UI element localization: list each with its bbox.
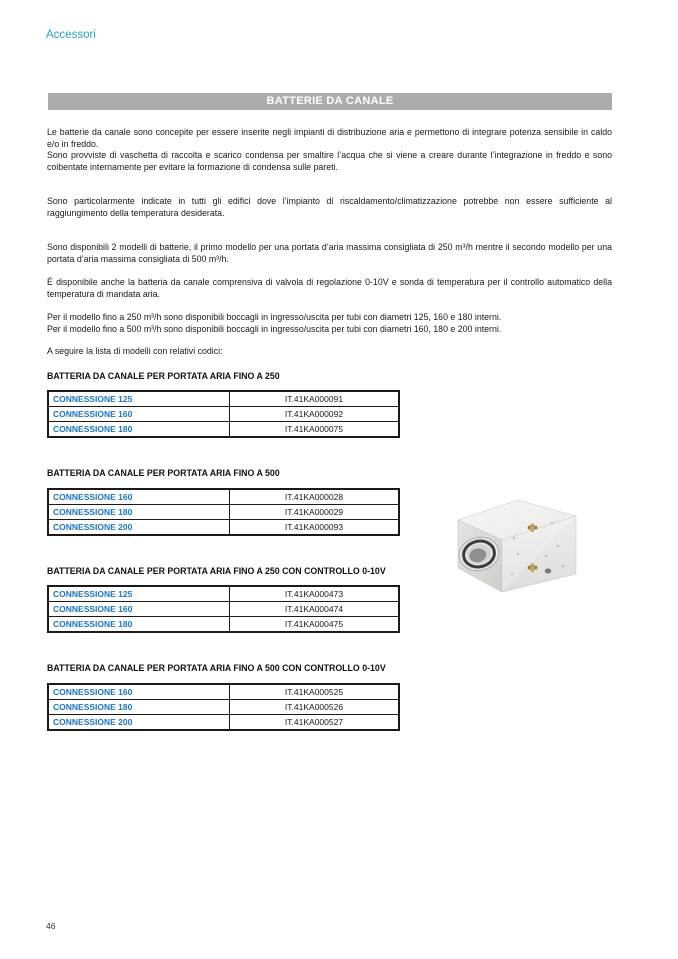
code-cell: IT.41KA000526 [230, 699, 400, 714]
table-row [48, 617, 399, 633]
table-row [48, 422, 399, 438]
spec-table [47, 390, 400, 438]
model-cell: CONNESSIONE 125 [48, 586, 230, 602]
spec-table [47, 683, 400, 731]
table-row [48, 391, 399, 407]
paragraph: A seguire la lista di modelli con relativi codici: [47, 346, 223, 356]
paragraph: Per il modello fino a 500 m³/h sono disponibili boccagli in ingresso/uscita per tubi con diametri 160, 180 e 200 interni. [47, 323, 502, 334]
model-cell: CONNESSIONE 180 [48, 504, 230, 519]
section-title: BATTERIA DA CANALE PER PORTATA ARIA FINO A 250 [47, 370, 280, 381]
section-title: BATTERIA DA CANALE PER PORTATA ARIA FINO A 500 [47, 468, 280, 478]
table-row [48, 407, 399, 422]
code-cell: IT.41KA000093 [230, 519, 400, 535]
paragraph: È disponibile anche la batteria da canale comprensiva di valvola di regolazione 0-10V e sonda di temperatura per il controllo automatico della temperatura di mandata aria. [47, 277, 612, 299]
spec-table [47, 585, 400, 633]
model-cell: CONNESSIONE 160 [48, 684, 230, 700]
code-cell: IT.41KA000473 [230, 586, 400, 602]
section-banner [48, 93, 612, 110]
table-row [48, 519, 399, 535]
model-cell: CONNESSIONE 180 [48, 422, 230, 438]
code-cell: IT.41KA000474 [230, 602, 400, 617]
section-title: BATTERIA DA CANALE PER PORTATA ARIA FINO A 250 CON CONTROLLO 0-10V [47, 565, 386, 576]
code-cell: IT.41KA000028 [230, 489, 400, 505]
duct-battery-product-image [448, 490, 590, 600]
chapter-label: Accessori [46, 29, 96, 41]
code-cell: IT.41KA000525 [230, 684, 400, 700]
banner-title: BATTERIE DA CANALE [266, 95, 394, 107]
table-row [48, 504, 399, 519]
model-cell: CONNESSIONE 200 [48, 519, 230, 535]
table-row [48, 602, 399, 617]
table-row [48, 699, 399, 714]
model-cell: CONNESSIONE 180 [48, 699, 230, 714]
page-number: 46 [46, 921, 56, 931]
model-cell: CONNESSIONE 125 [48, 391, 230, 407]
spec-table [47, 488, 400, 536]
table-row [48, 586, 399, 602]
model-cell: CONNESSIONE 200 [48, 714, 230, 730]
paragraph: Per il modello fino a 250 m³/h sono disponibili boccagli in ingresso/uscita per tubi con diametri 125, 160 e 180 interni. [47, 312, 502, 322]
table-row [48, 714, 399, 730]
code-cell: IT.41KA000092 [230, 407, 400, 422]
section-title: BATTERIA DA CANALE PER PORTATA ARIA FINO A 500 CON CONTROLLO 0-10V [47, 663, 386, 673]
table-row [48, 684, 399, 700]
code-cell: IT.41KA000075 [230, 422, 400, 438]
body-content [47, 127, 612, 731]
model-cell: CONNESSIONE 160 [48, 489, 230, 505]
model-cell: CONNESSIONE 180 [48, 617, 230, 633]
model-cell: CONNESSIONE 160 [48, 407, 230, 422]
paragraph: Sono particolarmente indicate in tutti gli edifici dove l’impianto di riscaldamento/climatizzazione potrebbe non essere sufficiente al raggiungimento della temperatura desiderata. [47, 196, 612, 218]
code-cell: IT.41KA000527 [230, 714, 400, 730]
code-cell: IT.41KA000029 [230, 504, 400, 519]
paragraph: Sono disponibili 2 modelli di batterie, il primo modello per una portata d’aria massima consigliata di 250 m³/h mentre il secondo modello per una portata d’aria massima consigliata di 500 m³/h. [47, 242, 612, 264]
code-cell: IT.41KA000475 [230, 617, 400, 633]
paragraph: Sono provviste di vaschetta di raccolta e scarico condensa per smaltire l’acqua che si viene a creare durante l’integrazione in freddo e sono coibentate internamente per evitare la formazione di condensa sulle pareti. [47, 150, 612, 172]
model-cell: CONNESSIONE 160 [48, 602, 230, 617]
table-row [48, 489, 399, 505]
paragraph: Le batterie da canale sono concepite per essere inserite negli impianti di distribuzione aria e permettono di integrare potenza sensibile in caldo e/o in freddo. [47, 127, 612, 149]
code-cell: IT.41KA000091 [230, 391, 400, 407]
